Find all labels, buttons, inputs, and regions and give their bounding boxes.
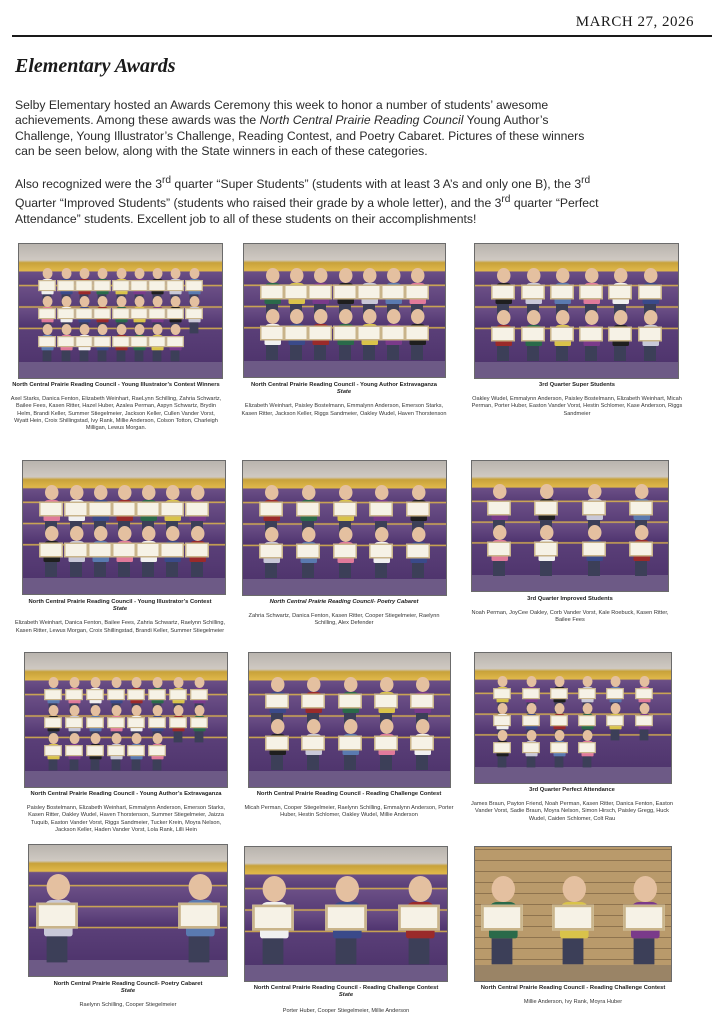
page-title: Elementary Awards — [15, 55, 176, 77]
student-figure — [553, 730, 564, 767]
student-figure — [342, 719, 357, 770]
photo-caption-3 — [471, 382, 683, 418]
caption-heading: North Central Prairie Reading Council - Young Author Extravaganza — [250, 382, 438, 388]
student-figure — [97, 324, 108, 361]
caption-subheading: State — [338, 992, 354, 999]
issue-date: MARCH 27, 2026 — [575, 14, 694, 30]
photo-caption-5 — [238, 599, 450, 628]
caption-heading: 3rd Quarter Super Students — [538, 382, 616, 388]
caption-subheading: State — [120, 988, 136, 995]
council-name: North Central Prairie Reading Council — [259, 113, 464, 128]
student-figure — [489, 876, 515, 964]
photo-caption-12 — [467, 985, 679, 1006]
student-figure — [306, 719, 321, 770]
student-figure — [193, 705, 204, 742]
caption-heading: North Central Prairie Reading Council - Young Illustrator’s Contest Winners — [12, 382, 220, 388]
student-figure — [560, 876, 586, 964]
caption-names: James Braun, Payton Friend, Noah Perman, Kasen Ritter, Danica Fenton, Easton Vander Vorst, Sadie Braun, Moyra Nelson, Simon Hirsch, Paisley Gregg, Huck Wudel, Caiden Schlomer, Colt Rau — [470, 801, 674, 822]
student-figure — [110, 733, 121, 770]
intro-paragraph-1 — [15, 98, 605, 160]
photo-caption-10 — [22, 981, 234, 1010]
student-figure — [586, 525, 601, 576]
caption-names: Oakley Wudel, Emmalynn Anderson, Paisley Bostelmann, Elizabeth Weinhart, Micah Perman, Porter Huber, Easton Vander Vorst, Hestin Schlomer, Kase Anderson, Riggs Sandmeier — [471, 396, 683, 417]
student-figure — [378, 719, 393, 770]
photo-caption-11 — [240, 985, 452, 1016]
student-figure — [633, 525, 648, 576]
student-figure — [170, 324, 181, 361]
student-figure — [186, 874, 212, 962]
caption-names: Axel Starks, Danica Fenton, Elizabeth Weinhart, RaeLynn Schilling, Zahria Schwartz, Bailee Fees, Kasen Ritter, Hazel Huber, Azalea Perman, Aspyn Schwartz, Brydin Helm, Brandi Keller, Summer Stiegelmeier, Jackson Keller, Cullen Vander Vorst, Wyatt Hein, Croix Shillingstad, Ivy Rank, Millie Anderson, Colson Totton, Charleigh Milligan, Lewus Morgan. — [10, 396, 222, 432]
caption-heading: North Central Prairie Reading Council - Young Illustrator’s Contest — [28, 599, 212, 605]
intro-paragraph-2 — [15, 173, 605, 227]
student-figure — [642, 310, 657, 361]
caption-heading: North Central Prairie Reading Council - Reading Challenge Contest — [256, 791, 442, 797]
student-figure — [410, 527, 425, 578]
award-photo-12 — [474, 846, 672, 982]
student-figure — [165, 526, 180, 577]
award-photo-2 — [243, 243, 446, 378]
caption-heading: 3rd Quarter Improved Students — [527, 596, 613, 602]
award-photo-8 — [248, 652, 451, 788]
student-figure — [337, 309, 352, 360]
caption-subheading: State — [336, 389, 352, 396]
intro-text: Also recognized were the 3 — [15, 177, 163, 192]
ordinal-suffix: rd — [581, 175, 591, 186]
photo-caption-8 — [243, 791, 455, 820]
intro-text: quarter “Perfect Attendance” students. Excellent job to all of these students on their accomplishments! — [15, 196, 599, 226]
caption-heading: North Central Prairie Reading Council - Reading Challenge Contest — [480, 985, 666, 991]
caption-heading: North Central Prairie Reading Council- Poetry Cabaret — [269, 599, 419, 605]
student-figure — [361, 309, 376, 360]
header-divider — [12, 35, 712, 37]
photo-caption-2 — [238, 382, 450, 418]
student-figure — [337, 527, 352, 578]
student-figure — [44, 874, 70, 962]
student-figure — [289, 309, 304, 360]
award-photo-11 — [244, 846, 448, 982]
caption-subheading: State — [112, 606, 128, 613]
photo-caption-1 — [10, 382, 222, 432]
caption-names: Porter Huber, Cooper Stiegelmeier, Millie Anderson — [282, 1008, 410, 1015]
student-figure — [385, 309, 400, 360]
award-photo-9 — [474, 652, 672, 784]
student-figure — [300, 527, 315, 578]
student-figure — [68, 526, 83, 577]
caption-names: Paisley Bostelmann, Elizabeth Weinhart, Emmalynn Anderson, Emerson Starks, Kasen Ritter, Oakley Wudel, Haven Thorstenson, Summer Stiegelmeier, Jaizza Tuquib, Easton Vander Vorst, Riggs Sandmeier, Tucker Krein, Moyra Nelson, Jackson Keller, Haden Vander Vorst, Lola Rank, Lilli Hein — [26, 805, 226, 833]
student-figure — [260, 876, 286, 964]
photo-caption-4 — [14, 599, 226, 635]
award-photo-3 — [474, 243, 679, 379]
student-figure — [584, 310, 599, 361]
student-figure — [189, 526, 204, 577]
award-photo-6 — [471, 460, 669, 592]
caption-names: Noah Perman, JoyCee Oakley, Corb Vander Vorst, Kale Roebuck, Kasen Ritter, Bailee Fees — [471, 610, 669, 624]
student-figure — [539, 525, 554, 576]
intro-text: Young Author’s Challenge, Young Illustrator’s Challenge, Reading Contest, and Poetry Cabaret. Pictures of these winners can be seen below, along with the State winners in each of these categories. — [15, 113, 585, 159]
student-figure — [525, 730, 536, 767]
student-figure — [89, 733, 100, 770]
student-figure — [525, 310, 540, 361]
student-figure — [414, 719, 429, 770]
photo-caption-7 — [20, 791, 232, 834]
student-figure — [60, 324, 71, 361]
student-figure — [44, 526, 59, 577]
ordinal-suffix: rd — [162, 175, 172, 186]
caption-names: Micah Perman, Cooper Stiegelmeier, Raelynn Schilling, Emmalynn Anderson, Porter Huber, Hestin Schlomer, Oakley Wudel, Millie Anderson — [244, 805, 454, 819]
student-figure — [374, 527, 389, 578]
student-figure — [270, 719, 285, 770]
student-figure — [582, 730, 593, 767]
caption-names: Elizabeth Weinhart, Danica Fenton, Bailee Fees, Zahria Schwartz, Raelynn Schilling, Kasen Ritter, Lewus Morgan, Croix Shillingstad, Brandi Keller, Summer Stiegelmeier — [14, 620, 226, 634]
student-figure — [496, 310, 511, 361]
caption-heading: North Central Prairie Reading Council- Poetry Cabaret — [53, 981, 203, 987]
student-figure — [610, 703, 621, 740]
student-figure — [409, 309, 424, 360]
student-figure — [152, 733, 163, 770]
student-figure — [492, 525, 507, 576]
student-figure — [497, 730, 508, 767]
caption-names: Elizabeth Weinhart, Paisley Bostelmann, Emmalynn Anderson, Emerson Starks, Kasen Ritter, Jackson Keller, Riggs Sandmeier, Oakley Wudel, Haven Thorstenson — [241, 403, 447, 417]
student-figure — [42, 324, 53, 361]
student-figure — [406, 876, 432, 964]
student-figure — [131, 733, 142, 770]
student-figure — [78, 324, 89, 361]
student-figure — [152, 324, 163, 361]
caption-heading: North Central Prairie Reading Council - Young Author’s Extravaganza — [30, 791, 222, 797]
intro-text: Quarter “Improved Students” (students who raised their grade by a whole letter), and the 3 — [15, 196, 502, 211]
student-figure — [264, 527, 279, 578]
award-photo-7 — [24, 652, 228, 788]
intro-text: quarter “Super Students” (students with at least 3 A’s and only one B), the 3 — [171, 177, 582, 192]
student-figure — [141, 526, 156, 577]
student-figure — [117, 526, 132, 577]
student-figure — [313, 309, 328, 360]
student-figure — [265, 309, 280, 360]
caption-heading: 3rd Quarter Perfect Attendance — [529, 787, 615, 793]
student-figure — [188, 296, 199, 333]
student-figure — [133, 324, 144, 361]
caption-names: Zahria Schwartz, Danica Fenton, Kasen Ritter, Cooper Stiegelmeier, Raelynn Schilling, Alex Defender — [248, 613, 440, 627]
award-photo-4 — [22, 460, 226, 595]
photo-caption-6 — [464, 596, 676, 625]
caption-names: Millie Anderson, Ivy Rank, Moyra Huber — [523, 999, 623, 1006]
student-figure — [613, 310, 628, 361]
student-figure — [333, 876, 359, 964]
student-figure — [638, 703, 649, 740]
intro-text: Selby Elementary hosted an Awards Ceremony this week to honor a number of students’ awesome achievements. Among these awards was the — [15, 98, 549, 128]
caption-names: Raelynn Schilling, Cooper Stiegelmeier — [79, 1002, 177, 1009]
award-photo-1 — [18, 243, 223, 379]
student-figure — [631, 876, 657, 964]
ordinal-suffix: rd — [501, 194, 511, 206]
award-photo-10 — [28, 844, 228, 977]
student-figure — [115, 324, 126, 361]
award-photo-5 — [242, 460, 447, 596]
student-figure — [48, 733, 59, 770]
student-figure — [172, 705, 183, 742]
photo-caption-9 — [466, 787, 678, 823]
student-figure — [554, 310, 569, 361]
student-figure — [92, 526, 107, 577]
student-figure — [69, 733, 80, 770]
caption-heading: North Central Prairie Reading Council - Reading Challenge Contest — [253, 985, 439, 991]
